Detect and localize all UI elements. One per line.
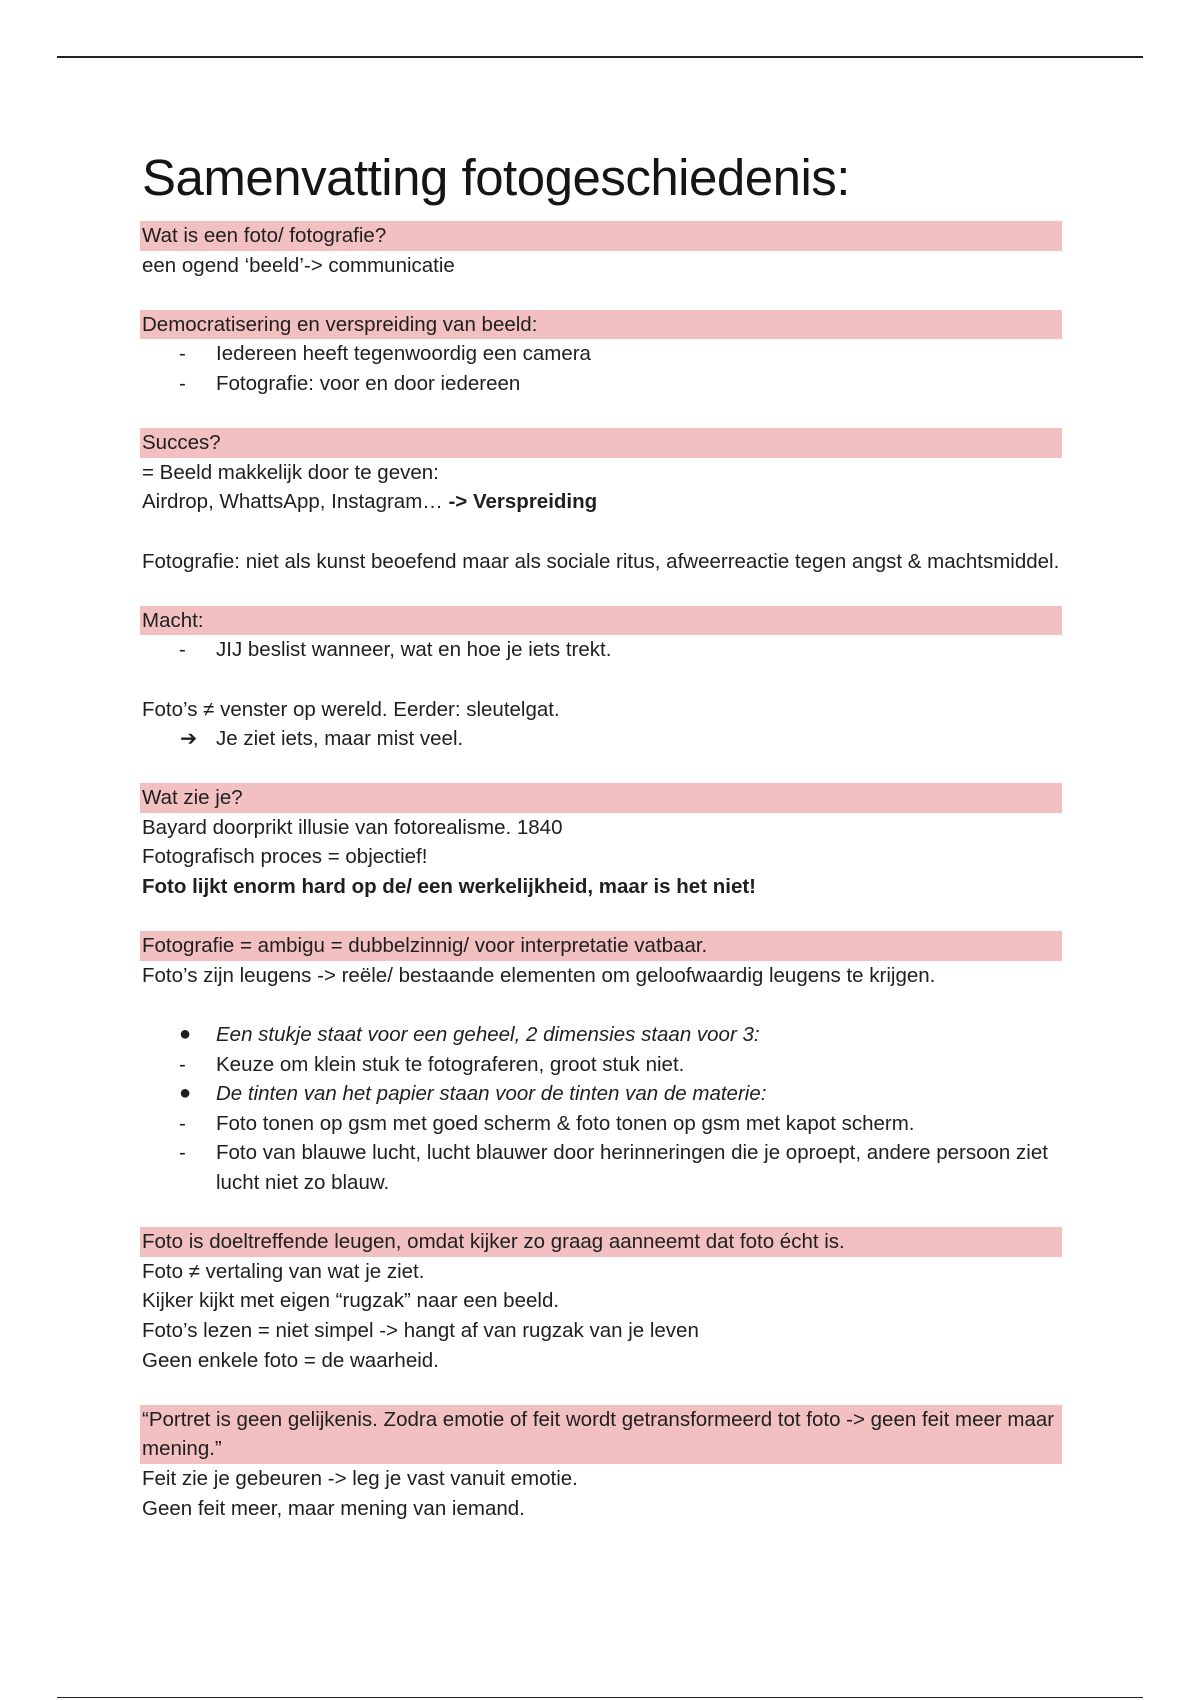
dash-marker: - — [179, 1141, 186, 1165]
text-line: Feit zie je gebeuren -> leg je vast vanuit emotie. — [142, 1466, 578, 1490]
text-line: = Beeld makkelijk door te geven: — [142, 460, 439, 484]
bullet-dot-marker: ● — [179, 1082, 192, 1105]
text-line: Foto’s ≠ venster op wereld. Eerder: sleutelgat. — [142, 697, 560, 721]
list-item: - Iedereen heeft tegenwoordig een camera — [142, 339, 1062, 369]
list-item: ● De tinten van het papier staan voor de tinten van de materie: — [142, 1079, 1062, 1109]
text-line: Fotografisch proces = objectief! — [142, 845, 428, 869]
page-title: Samenvatting fotogeschiedenis: — [142, 149, 850, 206]
dash-marker: - — [179, 1052, 186, 1076]
bold-text: -> Verspreiding — [448, 490, 598, 514]
list-item: - JIJ beslist wanneer, wat en hoe je iets trekt. — [142, 635, 1062, 665]
section-heading: Foto is doeltreffende leugen, omdat kijker zo graag aanneemt dat foto écht is. — [140, 1227, 1062, 1257]
text-line: Geen enkele foto = de waarheid. — [142, 1348, 439, 1372]
arrow-icon: ➔ — [180, 727, 198, 751]
section-heading: Democratisering en verspreiding van beeld: — [140, 310, 1062, 340]
dash-marker: - — [179, 342, 186, 366]
bold-text-line: Foto lijkt enorm hard op de/ een werkelijkheid, maar is het niet! — [142, 875, 756, 899]
paragraph: Fotografie: niet als kunst beoefend maar als sociale ritus, afweerreactie tegen angst & machtsmiddel. — [142, 549, 1060, 573]
section-heading: Fotografie = ambigu = dubbelzinnig/ voor interpretatie vatbaar. — [140, 931, 1062, 961]
text-line: Geen feit meer, maar mening van iemand. — [142, 1496, 525, 1520]
section-heading: Wat zie je? — [140, 783, 1062, 813]
document-body — [142, 146, 1062, 1523]
bullet-dot-marker: ● — [179, 1023, 192, 1046]
list-item: ● Een stukje staat voor een geheel, 2 dimensies staan voor 3: — [142, 1020, 1062, 1050]
list-item: - Keuze om klein stuk te fotograferen, groot stuk niet. — [142, 1050, 1062, 1080]
text-line: Kijker kijkt met eigen “rugzak” naar een beeld. — [142, 1289, 560, 1313]
list-item: - Foto van blauwe lucht, lucht blauwer door herinneringen die je oproept, andere persoon ziet lucht niet zo blauw. — [142, 1138, 1062, 1197]
text-line: Bayard doorprikt illusie van fotorealisme. 1840 — [142, 815, 563, 839]
text-line: Foto’s lezen = niet simpel -> hangt af van rugzak van je leven — [142, 1318, 699, 1342]
bottom-rule — [57, 1697, 1143, 1698]
text-line: een ogend ‘beeld’-> communicatie — [142, 253, 455, 277]
section-heading: Succes? — [140, 428, 1062, 458]
section-heading: Macht: — [140, 606, 1062, 636]
section-heading: Wat is een foto/ fotografie? — [140, 221, 1062, 251]
dash-marker: - — [179, 371, 186, 395]
section-heading: “Portret is geen gelijkenis. Zodra emotie of feit wordt getransformeerd tot foto -> geen feit meer maar mening.” — [140, 1405, 1062, 1464]
text-line: Airdrop, WhattsApp, Instagram… -> Verspreiding — [142, 490, 598, 514]
arrow-item: ➔ Je ziet iets, maar mist veel. — [142, 724, 1062, 754]
top-rule — [57, 56, 1143, 58]
text-line: Foto ≠ vertaling van wat je ziet. — [142, 1259, 425, 1283]
list-item: - Foto tonen op gsm met goed scherm & foto tonen op gsm met kapot scherm. — [142, 1109, 1062, 1139]
dash-marker: - — [179, 1111, 186, 1135]
dash-marker: - — [179, 638, 186, 662]
list-item: - Fotografie: voor en door iedereen — [142, 369, 1062, 399]
text-line: Foto’s zijn leugens -> reële/ bestaande elementen om geloofwaardig leugens te krijgen. — [142, 963, 936, 987]
